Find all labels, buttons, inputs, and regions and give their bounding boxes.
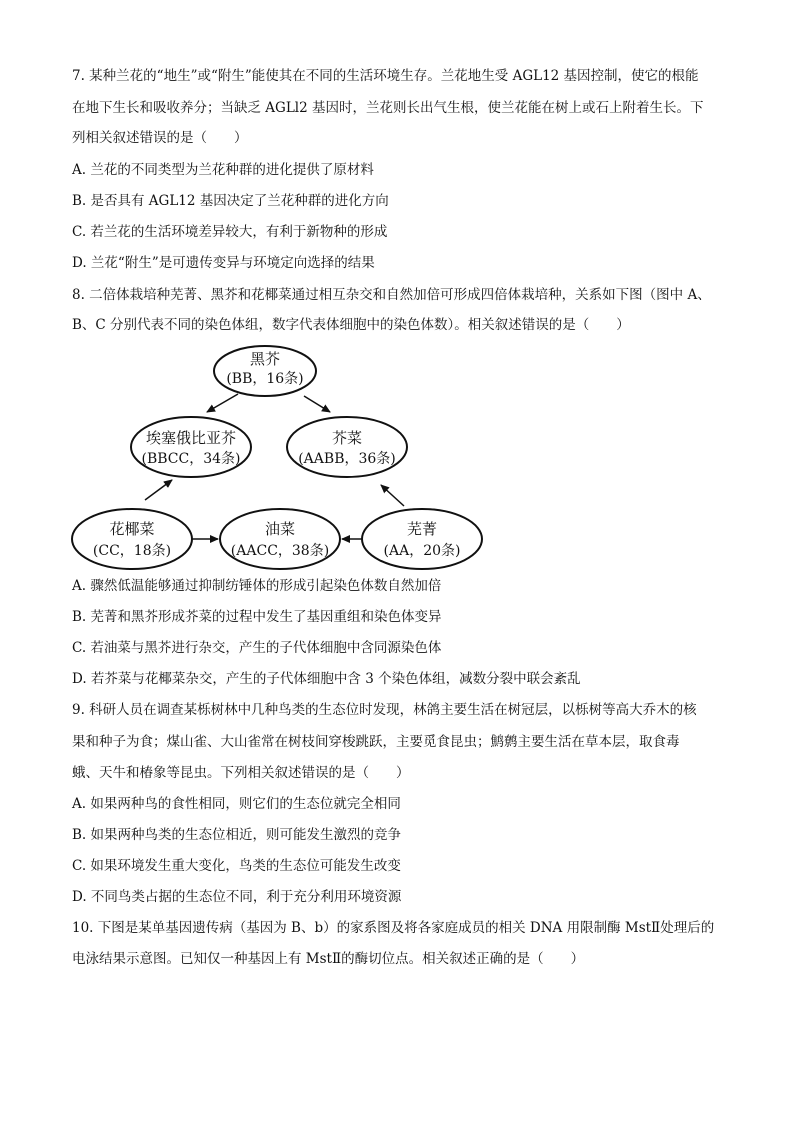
q8-stem-line-2: B、C 分别代表不同的染色体组，数字代表体细胞中的染色体数）。相关叙述错误的是（ ） — [72, 317, 630, 333]
node-aisai-name: 埃塞俄比亚芥 — [145, 429, 237, 447]
q7-option-a: A. 兰花的不同类型为兰花种群的进化提供了原材料 — [72, 162, 374, 178]
q9-option-a: A. 如果两种鸟的食性相同，则它们的生态位就完全相同 — [72, 796, 401, 812]
q7-option-b: B. 是否具有 AGL12 基因决定了兰花种群的进化方向 — [72, 193, 389, 209]
node-heijie-name: 黑芥 — [249, 350, 281, 368]
q10-stem-line-2: 电泳结果示意图。已知仅一种基因上有 MstⅡ的酶切位点。相关叙述正确的是（ ） — [72, 951, 585, 967]
q8-option-a: A. 骤然低温能够通过抑制纺锤体的形成引起染色体数自然加倍 — [72, 578, 442, 594]
node-wujing — [362, 509, 482, 569]
node-youcai — [220, 509, 340, 569]
q7-option-d: D. 兰花“附生”是可遗传变异与环境定向选择的结果 — [72, 255, 375, 271]
arrow-heijie-to-aisai — [207, 394, 238, 412]
node-huayecai-info: (CC，18条) — [92, 543, 172, 559]
node-heijie-info: (BB，16条) — [226, 371, 304, 387]
node-youcai-info: (AACC，38条) — [230, 543, 330, 559]
node-huayecai — [72, 509, 192, 569]
q9-stem-line-2: 果和种子为食；煤山雀、大山雀常在树枝间穿梭跳跃，主要觅食昆虫；鹪鹩主要生活在草本层，取食毒 — [72, 734, 680, 750]
node-wujing-name: 芜菁 — [406, 520, 438, 538]
arrow-heijie-to-jiecai — [304, 396, 330, 412]
node-aisai — [131, 417, 251, 477]
arrow-huayecai-to-aisai — [145, 480, 172, 500]
q8-option-d: D. 若芥菜与花椰菜杂交，产生的子代体细胞中含 3 个染色体组，减数分裂中联会紊乱 — [72, 671, 581, 687]
q7-stem-line-3: 列相关叙述错误的是（ ） — [72, 130, 248, 146]
node-jiecai — [287, 417, 407, 477]
q8-option-b: B. 芜菁和黑芥形成芥菜的过程中发生了基因重组和染色体变异 — [72, 609, 442, 625]
q9-option-b: B. 如果两种鸟类的生态位相近，则可能发生激烈的竞争 — [72, 827, 402, 843]
q7-stem-line-2: 在地下生长和吸收养分；当缺乏 AGLl2 基因时，兰花则长出气生根，使兰花能在树上或石上附着生长。下 — [72, 100, 704, 116]
node-jiecai-info: (AABB，36条) — [298, 451, 396, 467]
node-wujing-info: (AA，20条) — [383, 543, 461, 559]
q8-option-c: C. 若油菜与黑芥进行杂交，产生的子代体细胞中含同源染色体 — [72, 640, 442, 656]
q8-stem-line-1: 8. 二倍体栽培种芜菁、黑芥和花椰菜通过相互杂交和自然加倍可形成四倍体栽培种，关系如下图（图中 A、 — [72, 287, 711, 303]
node-youcai-name: 油菜 — [264, 520, 296, 538]
q7-option-c: C. 若兰花的生活环境差异较大，有利于新物种的形成 — [72, 224, 388, 240]
node-jiecai-name: 芥菜 — [331, 429, 363, 447]
q7-stem-line-1: 7. 某种兰花的“地生”或“附生”能使其在不同的生活环境生存。兰花地生受 AGL12 基因控制，使它的根能 — [72, 68, 699, 84]
q9-option-d: D. 不同鸟类占据的生态位不同，利于充分利用环境资源 — [72, 889, 402, 905]
node-aisai-info: (BBCC，34条) — [141, 451, 241, 467]
node-heijie — [214, 346, 316, 396]
node-huayecai-name: 花椰菜 — [109, 520, 155, 538]
q10-stem-line-1: 10. 下图是某单基因遗传病（基因为 B、b）的家系图及将各家庭成员的相关 DNA 用限制酶 MstⅡ处理后的 — [72, 920, 715, 936]
q9-stem-line-3: 蛾、天牛和椿象等昆虫。下列相关叙述错误的是（ ） — [72, 765, 410, 781]
q9-option-c: C. 如果环境发生重大变化，鸟类的生态位可能发生改变 — [72, 858, 401, 874]
arrow-wujing-to-jiecai — [381, 485, 404, 506]
q9-stem-line-1: 9. 科研人员在调查某栎树林中几种鸟类的生态位时发现，林鸽主要生活在树冠层，以栎树等高大乔木的核 — [72, 702, 697, 718]
